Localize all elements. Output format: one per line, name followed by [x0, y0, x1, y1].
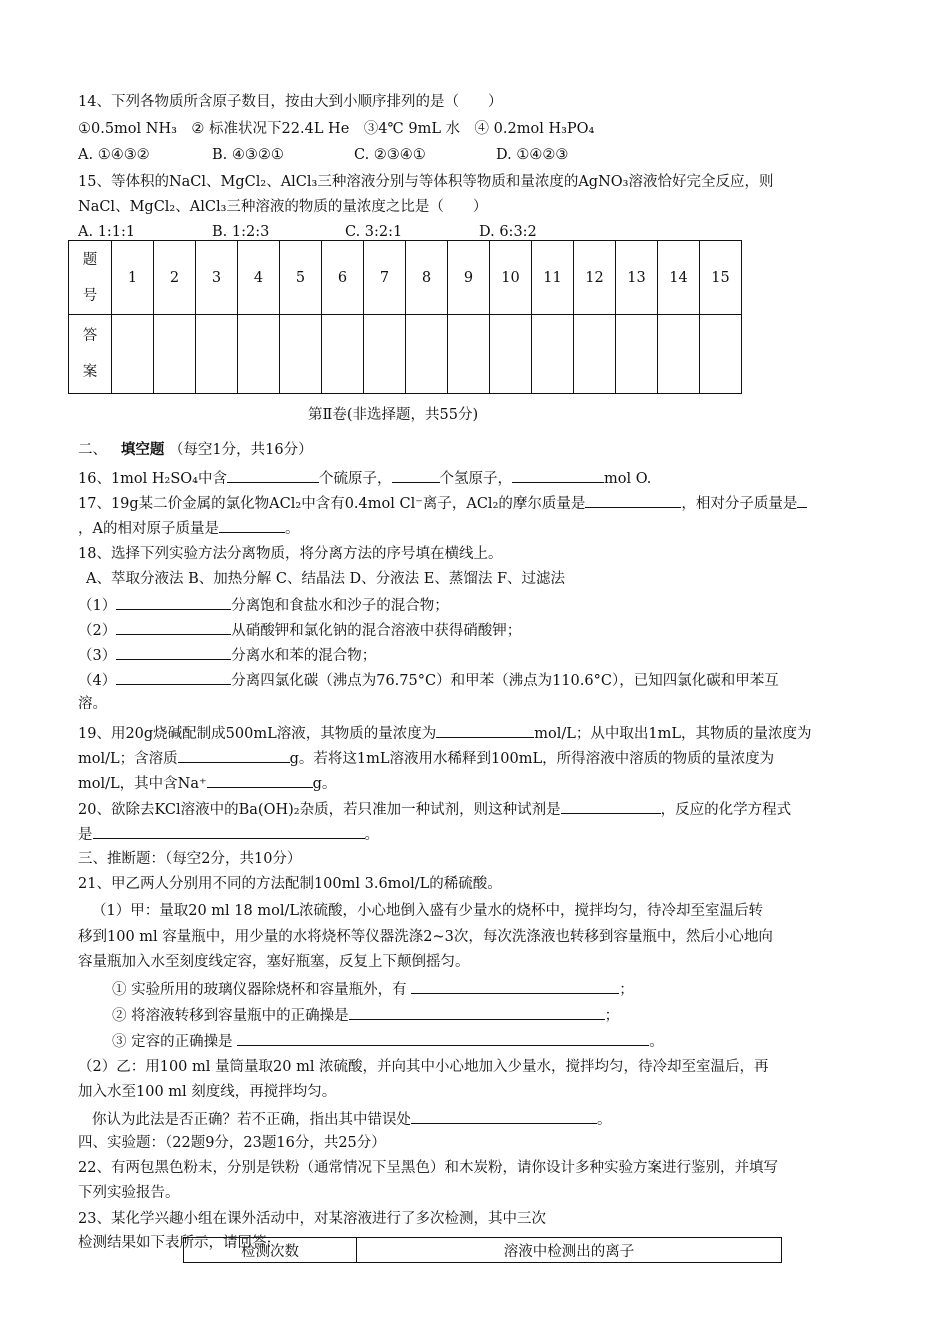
- q16-blank-3[interactable]: [512, 467, 604, 483]
- q21-part1-line1: （1）甲：量取20 ml 18 mol/L浓硫酸，小心地倒入盛有少量水的烧杯中，搅拌均匀，待冷却至室温后转: [92, 903, 763, 919]
- q18-item-3-text: 分离水和苯的混合物；: [231, 648, 377, 664]
- answer-cell[interactable]: [532, 315, 574, 394]
- q21-sub3-end: 。: [649, 1034, 664, 1050]
- q19-text-b: mol/L；从中取出1mL，其物质的量浓度为: [534, 726, 812, 742]
- q21-part1-line3: 容量瓶加入水至刻度线定容，塞好瓶塞，反复上下颠倒摇匀。: [78, 954, 470, 970]
- q15-stem-line1: 15、等体积的NaCl、MgCl₂、AlCl₃三种溶液分别与等体积等物质和量浓度的AgNO₃溶液恰好完全反应，则: [78, 174, 774, 190]
- answer-table-header-row: [69, 241, 742, 315]
- q21-part1-line2: 移到100 ml 容量瓶中，用少量的水将烧杯等仪器洗涤2~3次，每次洗涤液也转移到容量瓶中，然后小心地向: [78, 929, 773, 945]
- q16-text-d: mol O.: [604, 471, 652, 487]
- q14-option-b: B. ④③②①: [212, 147, 284, 163]
- q18-stem: 18、选择下列实验方法分离物质，将分离方法的序号填在横线上。: [78, 546, 503, 562]
- q17-blank-2[interactable]: [797, 492, 807, 508]
- q17-line1: [78, 492, 807, 514]
- q17-blank-3[interactable]: [219, 517, 285, 533]
- answer-cell[interactable]: [238, 315, 280, 394]
- q19-line2: [78, 747, 774, 769]
- answer-cell[interactable]: [280, 315, 322, 394]
- q14-stem: 14、下列各物质所含原子数目，按由大到小顺序排列的是（ ）: [78, 94, 503, 110]
- answer-cell[interactable]: [364, 315, 406, 394]
- answer-cell[interactable]: [112, 315, 154, 394]
- q14-items: ①0.5mol NH₃ ② 标准状况下22.4L He ③4℃ 9mL 水 ④ 0.2mol H₃PO₄: [78, 121, 595, 137]
- q17-text-b: ，相对分子质量是: [681, 496, 798, 512]
- q18-blank-3[interactable]: [116, 644, 231, 660]
- answer-label-cell: 答 案: [69, 315, 112, 394]
- q14-option-a: A. ①④③②: [78, 147, 150, 163]
- q16-text-b: 个硫原子，: [319, 471, 392, 487]
- q16: [78, 467, 651, 489]
- q21-sub1-text: ① 实验所用的玻璃仪器除烧杯和容量瓶外，有: [112, 982, 407, 998]
- q18-item-3: [78, 644, 376, 666]
- question-number-cell: 13: [616, 241, 658, 315]
- question-number-cell: 7: [364, 241, 406, 315]
- answer-cell[interactable]: [322, 315, 364, 394]
- question-number-cell: 9: [448, 241, 490, 315]
- section3-heading: 三、推断题：（每空2分，共10分）: [78, 851, 302, 867]
- q16-blank-1[interactable]: [227, 467, 319, 483]
- q18-methods: A、萃取分液法 B、加热分解 C、结晶法 D、分液法 E、蒸馏法 F、过滤法: [86, 571, 566, 587]
- question-number-cell: 5: [280, 241, 322, 315]
- q17-line2: [78, 517, 299, 539]
- q21-sub3-text: ③ 定容的正确操是: [112, 1034, 233, 1050]
- answer-cell[interactable]: [658, 315, 700, 394]
- q21-sub1: [112, 978, 634, 1000]
- q19-text-e: mol/L，其中含Na⁺: [78, 776, 207, 792]
- q20-text-a: 20、欲除去KCl溶液中的Ba(OH)₂杂质，若只准加一种试剂，则这种试剂是: [78, 802, 561, 818]
- q19-text-d: g。若将这1mL溶液用水稀释到100mL，所得溶液中溶质的物质的量浓度为: [289, 751, 775, 767]
- q18-item-2: [78, 619, 521, 641]
- q18-blank-1[interactable]: [116, 594, 231, 610]
- q21-part2-line2: 加入水至100 ml 刻度线，再搅拌均匀。: [78, 1084, 337, 1100]
- q16-blank-2[interactable]: [392, 467, 440, 483]
- q21-sub2: [112, 1004, 619, 1026]
- q23-line1: 23、某化学兴趣小组在课外活动中，对某溶液进行了多次检测，其中三次: [78, 1211, 546, 1227]
- question-number-cell: 10: [490, 241, 532, 315]
- q14-option-c: C. ②③④①: [354, 147, 426, 163]
- q16-text-a: 16、1mol H₂SO₄中含: [78, 471, 227, 487]
- question-number-cell: 2: [154, 241, 196, 315]
- q15-option-b: B. 1:2:3: [212, 224, 270, 240]
- section2-number: 二、: [78, 442, 107, 458]
- q19-text-a: 19、用20g烧碱配制成500mL溶液，其物质的量浓度为: [78, 726, 437, 742]
- detection-count-header: 检测次数: [184, 1238, 357, 1263]
- q15-option-c: C. 3:2:1: [345, 224, 403, 240]
- q21-part2-line1: （2）乙：用100 ml 量筒量取20 ml 浓硫酸，并向其中小心地加入少量水，搅拌均匀，待冷却至室温后，再: [78, 1059, 769, 1075]
- q18-item-2-num: （2）: [78, 623, 117, 639]
- q18-tail: 溶。: [78, 696, 107, 712]
- answer-table-answer-row: [69, 315, 742, 394]
- question-number-cell: 6: [322, 241, 364, 315]
- question-number-cell: 11: [532, 241, 574, 315]
- q15-option-a: A. 1:1:1: [78, 224, 136, 240]
- q22-line1: 22、有两包黑色粉末，分别是铁粉（通常情况下呈黑色）和木炭粉，请你设计多种实验方案进行鉴别，并填写: [78, 1160, 778, 1176]
- q19-line3: [78, 772, 336, 794]
- q21-sub3: [112, 1030, 664, 1052]
- section2-title: 填空题: [120, 441, 165, 458]
- q21-stem: 21、甲乙两人分别用不同的方法配制100ml 3.6mol/L的稀硫酸。: [78, 876, 502, 892]
- answer-cell[interactable]: [196, 315, 238, 394]
- q17-text-a: 17、19g某二价金属的氯化物ACl₂中含有0.4mol Cl⁻离子，ACl₂的摩尔质量是: [78, 496, 586, 512]
- answer-cell[interactable]: [490, 315, 532, 394]
- q21-question-end: 。: [597, 1112, 612, 1128]
- q19-text-f: g。: [312, 776, 337, 792]
- answer-cell[interactable]: [700, 315, 742, 394]
- q20-text-d: 。: [364, 827, 379, 843]
- q15-stem-line2: NaCl、MgCl₂、AlCl₃三种溶液的物质的量浓度之比是（ ）: [78, 199, 488, 215]
- detection-table-header-row: [184, 1238, 782, 1263]
- question-number-cell: 15: [700, 241, 742, 315]
- answer-table: [68, 240, 742, 394]
- q18-item-2-text: 从硝酸钾和氯化钠的混合溶液中获得硝酸钾；: [231, 623, 522, 639]
- answer-cell[interactable]: [574, 315, 616, 394]
- q18-item-1: [78, 594, 449, 616]
- q18-item-4: [78, 669, 779, 691]
- detection-table: [183, 1237, 782, 1263]
- question-number-cell: 1: [112, 241, 154, 315]
- q21-blank-2[interactable]: [349, 1004, 605, 1020]
- q22-line2: 下列实验报告。: [78, 1185, 180, 1201]
- detected-ions-header: 溶液中检测出的离子: [357, 1238, 782, 1263]
- question-number-cell: 3: [196, 241, 238, 315]
- answer-cell[interactable]: [448, 315, 490, 394]
- q16-text-c: 个氢原子，: [439, 471, 512, 487]
- q21-blank-1[interactable]: [411, 978, 619, 994]
- q21-sub2-text: ② 将溶液转移到容量瓶中的正确操是: [112, 1008, 349, 1024]
- q18-item-1-text: 分离饱和食盐水和沙子的混合物；: [231, 598, 449, 614]
- q17-text-c: ，A的相对原子质量是: [78, 521, 219, 537]
- q19-line1: [78, 722, 811, 744]
- question-number-cell: 8: [406, 241, 448, 315]
- q14-option-d: D. ①④②③: [496, 147, 569, 163]
- q17-text-d: 。: [284, 521, 300, 537]
- q21-question-text: 你认为此法是否正确？若不正确，指出其中错误处: [92, 1112, 411, 1128]
- q18-item-4-num: （4）: [78, 673, 117, 689]
- q19-blank-3[interactable]: [207, 772, 313, 788]
- q21-blank-3[interactable]: [237, 1030, 649, 1046]
- question-number-cell: 14: [658, 241, 700, 315]
- q21-blank-4[interactable]: [411, 1108, 597, 1124]
- header-label-cell: 题 号: [69, 241, 112, 315]
- q21-sub2-end: ；: [604, 1008, 620, 1024]
- q19-blank-2[interactable]: [178, 747, 290, 763]
- q18-blank-2[interactable]: [116, 619, 231, 635]
- q20-text-b: ，反应的化学方程式: [660, 802, 792, 818]
- q18-item-3-num: （3）: [78, 648, 117, 664]
- q21-sub1-end: ；: [619, 982, 634, 998]
- q20-text-c: 是: [78, 827, 93, 843]
- q21-question: [92, 1108, 612, 1130]
- q18-item-4-text: 分离四氯化碳（沸点为76.75°C）和甲苯（沸点为110.6°C），已知四氯化碳和甲苯互: [231, 673, 779, 689]
- q20-line1: [78, 798, 791, 820]
- answer-cell[interactable]: [616, 315, 658, 394]
- question-number-cell: 12: [574, 241, 616, 315]
- q20-line2: [78, 823, 379, 845]
- q18-item-1-num: （1）: [78, 598, 117, 614]
- q19-blank-1[interactable]: [436, 722, 534, 738]
- q20-blank-2[interactable]: [93, 823, 365, 839]
- answer-cell[interactable]: [154, 315, 196, 394]
- q19-text-c: mol/L；含溶质: [78, 751, 178, 767]
- section4-heading: 四、实验题：（22题9分，23题16分，共25分）: [78, 1135, 386, 1151]
- question-number-cell: 4: [238, 241, 280, 315]
- q17-blank-1[interactable]: [585, 492, 681, 508]
- q20-blank-1[interactable]: [561, 798, 661, 814]
- part2-title: 第Ⅱ卷(非选择题，共55分): [308, 407, 479, 423]
- q18-blank-4[interactable]: [116, 669, 231, 685]
- q23-line2: 检测结果如下表所示，请回答:: [78, 1235, 272, 1251]
- section2-note: （每空1分，共16分）: [168, 442, 313, 458]
- q15-option-d: D. 6:3:2: [479, 224, 537, 240]
- answer-cell[interactable]: [406, 315, 448, 394]
- section2-heading: [78, 440, 313, 460]
